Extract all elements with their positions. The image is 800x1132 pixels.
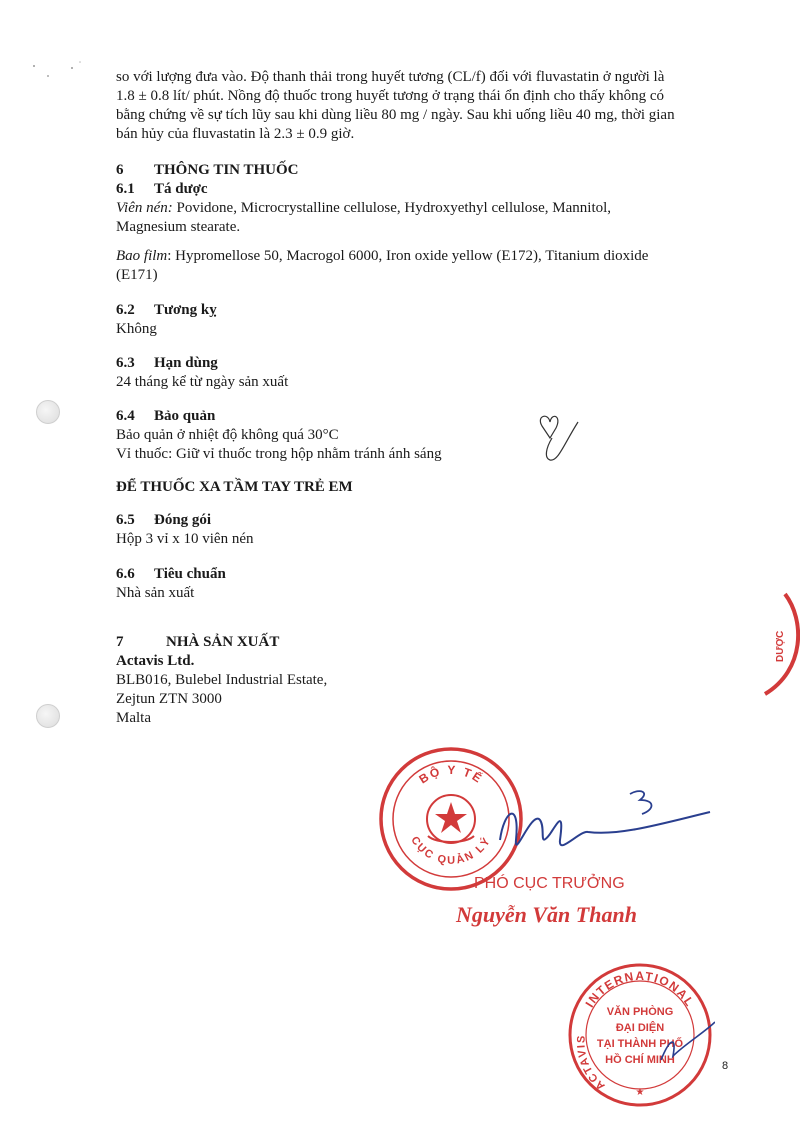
section-6-heading bbox=[116, 161, 722, 237]
margin-specks bbox=[28, 58, 88, 88]
signatory-name: Nguyễn Văn Thanh bbox=[456, 902, 637, 927]
actavis-stamp bbox=[565, 960, 715, 1110]
intro-paragraph bbox=[116, 68, 722, 144]
signatory-title: PHÓ CỤC TRƯỞNG bbox=[474, 875, 625, 892]
section-6-4 bbox=[116, 407, 722, 464]
section-6-2-number: 6.2 bbox=[116, 302, 135, 318]
section-6-3 bbox=[116, 354, 722, 392]
section-6-5-title: Đóng gói bbox=[154, 512, 212, 528]
actavis-line-4: HỒ CHÍ MINH bbox=[605, 1054, 675, 1066]
section-6-4-body-1: Bảo quản ở nhiệt độ không quá 30°C bbox=[116, 427, 339, 443]
punch-hole-bottom bbox=[36, 704, 60, 728]
moh-stamp-top-text: BỘ Y TẾ bbox=[416, 762, 486, 787]
edge-stamp bbox=[755, 590, 800, 700]
section-6-4-title: Bảo quản bbox=[154, 408, 216, 424]
page-number: 8 bbox=[722, 1060, 729, 1072]
film-text-2: (E171) bbox=[116, 267, 158, 283]
moh-stamp-bottom-text: CỤC QUẢN LÝ bbox=[408, 834, 494, 867]
section-6-1-number: 6.1 bbox=[116, 181, 135, 197]
tablet-excipients-line-1 bbox=[116, 199, 722, 218]
child-warning-text: ĐỂ THUỐC XA TẦM TAY TRẺ EM bbox=[116, 479, 353, 495]
section-7-title: NHÀ SẢN XUẤT bbox=[166, 634, 280, 650]
section-6-1-title: Tá dược bbox=[154, 181, 208, 197]
actavis-ring-top: INTERNATIONAL bbox=[582, 969, 698, 1010]
punch-hole-top bbox=[36, 400, 60, 424]
actavis-line-3: TẠI THÀNH PHỐ bbox=[596, 1038, 684, 1050]
section-6-5-body: Hộp 3 vỉ x 10 viên nén bbox=[116, 531, 254, 547]
intro-line-3: bằng chứng về sự tích lũy sau khi dùng liều 80 mg / ngày. Sau khi uống liều 40 mg, thời gian bbox=[116, 107, 675, 123]
manufacturer-address-1: BLB016, Bulebel Industrial Estate, bbox=[116, 672, 328, 688]
section-6-2-body: Không bbox=[116, 321, 157, 337]
edge-stamp-text: DƯỢC bbox=[775, 630, 786, 662]
intro-line-4: bán hủy của fluvastatin là 2.3 ± 0.9 giờ. bbox=[116, 126, 355, 142]
section-6-title: THÔNG TIN THUỐC bbox=[154, 162, 299, 178]
section-7 bbox=[116, 633, 722, 728]
film-coating bbox=[116, 247, 722, 285]
section-6-6-number: 6.6 bbox=[116, 566, 135, 582]
tablet-excipients-line-2: Magnesium stearate. bbox=[116, 219, 241, 235]
section-6-3-body: 24 tháng kể từ ngày sản xuất bbox=[116, 374, 289, 390]
child-warning bbox=[116, 478, 722, 497]
intro-line-2: 1.8 ± 0.8 lít/ phút. Nồng độ thuốc trong huyết tương ở trạng thái ổn định cho thấy không có bbox=[116, 88, 664, 104]
section-6-4-body-2: Vỉ thuốc: Giữ vỉ thuốc trong hộp nhằm tránh ánh sáng bbox=[116, 446, 442, 462]
section-6-2-title: Tương kỵ bbox=[154, 302, 217, 318]
tablet-label: Viên nén: bbox=[116, 200, 173, 216]
actavis-line-2: ĐẠI DIỆN bbox=[615, 1022, 665, 1034]
section-6-3-number: 6.3 bbox=[116, 355, 135, 371]
svg-text:INTERNATIONAL bbox=[583, 969, 698, 1010]
intro-line-1: so với lượng đưa vào. Độ thanh thải trong huyết tương (CL/f) đối với fluvastatin ở người là bbox=[116, 69, 665, 85]
film-text-1: : Hypromellose 50, Macrogol 6000, Iron oxide yellow (E172), Titanium dioxide bbox=[167, 248, 649, 264]
section-6-3-title: Hạn dùng bbox=[154, 355, 218, 371]
section-6-5 bbox=[116, 511, 722, 549]
section-6-6 bbox=[116, 565, 722, 603]
section-6-6-body: Nhà sản xuất bbox=[116, 585, 195, 601]
section-6-6-title: Tiêu chuẩn bbox=[154, 566, 226, 582]
section-7-number: 7 bbox=[116, 634, 124, 650]
tablet-excipients-text-1: Povidone, Microcrystalline cellulose, Hydroxyethyl cellulose, Mannitol, bbox=[172, 200, 612, 216]
star-icon: ★ bbox=[635, 1087, 645, 1098]
section-6-2 bbox=[116, 301, 722, 339]
national-emblem-icon bbox=[427, 795, 475, 843]
section-6-4-number: 6.4 bbox=[116, 408, 135, 424]
signature-mark bbox=[480, 770, 720, 880]
film-label: Bao film bbox=[116, 248, 168, 264]
actavis-line-1: VĂN PHÒNG bbox=[606, 1006, 674, 1018]
manufacturer-address-2: Zejtun ZTN 3000 bbox=[116, 691, 222, 707]
manufacturer-address-3: Malta bbox=[116, 710, 151, 726]
initials-mark bbox=[528, 408, 588, 466]
section-6-number: 6 bbox=[116, 162, 124, 178]
actavis-ring-left: ACTAVIS bbox=[575, 1033, 608, 1093]
manufacturer-name: Actavis Ltd. bbox=[116, 653, 195, 669]
section-6-5-number: 6.5 bbox=[116, 512, 135, 528]
